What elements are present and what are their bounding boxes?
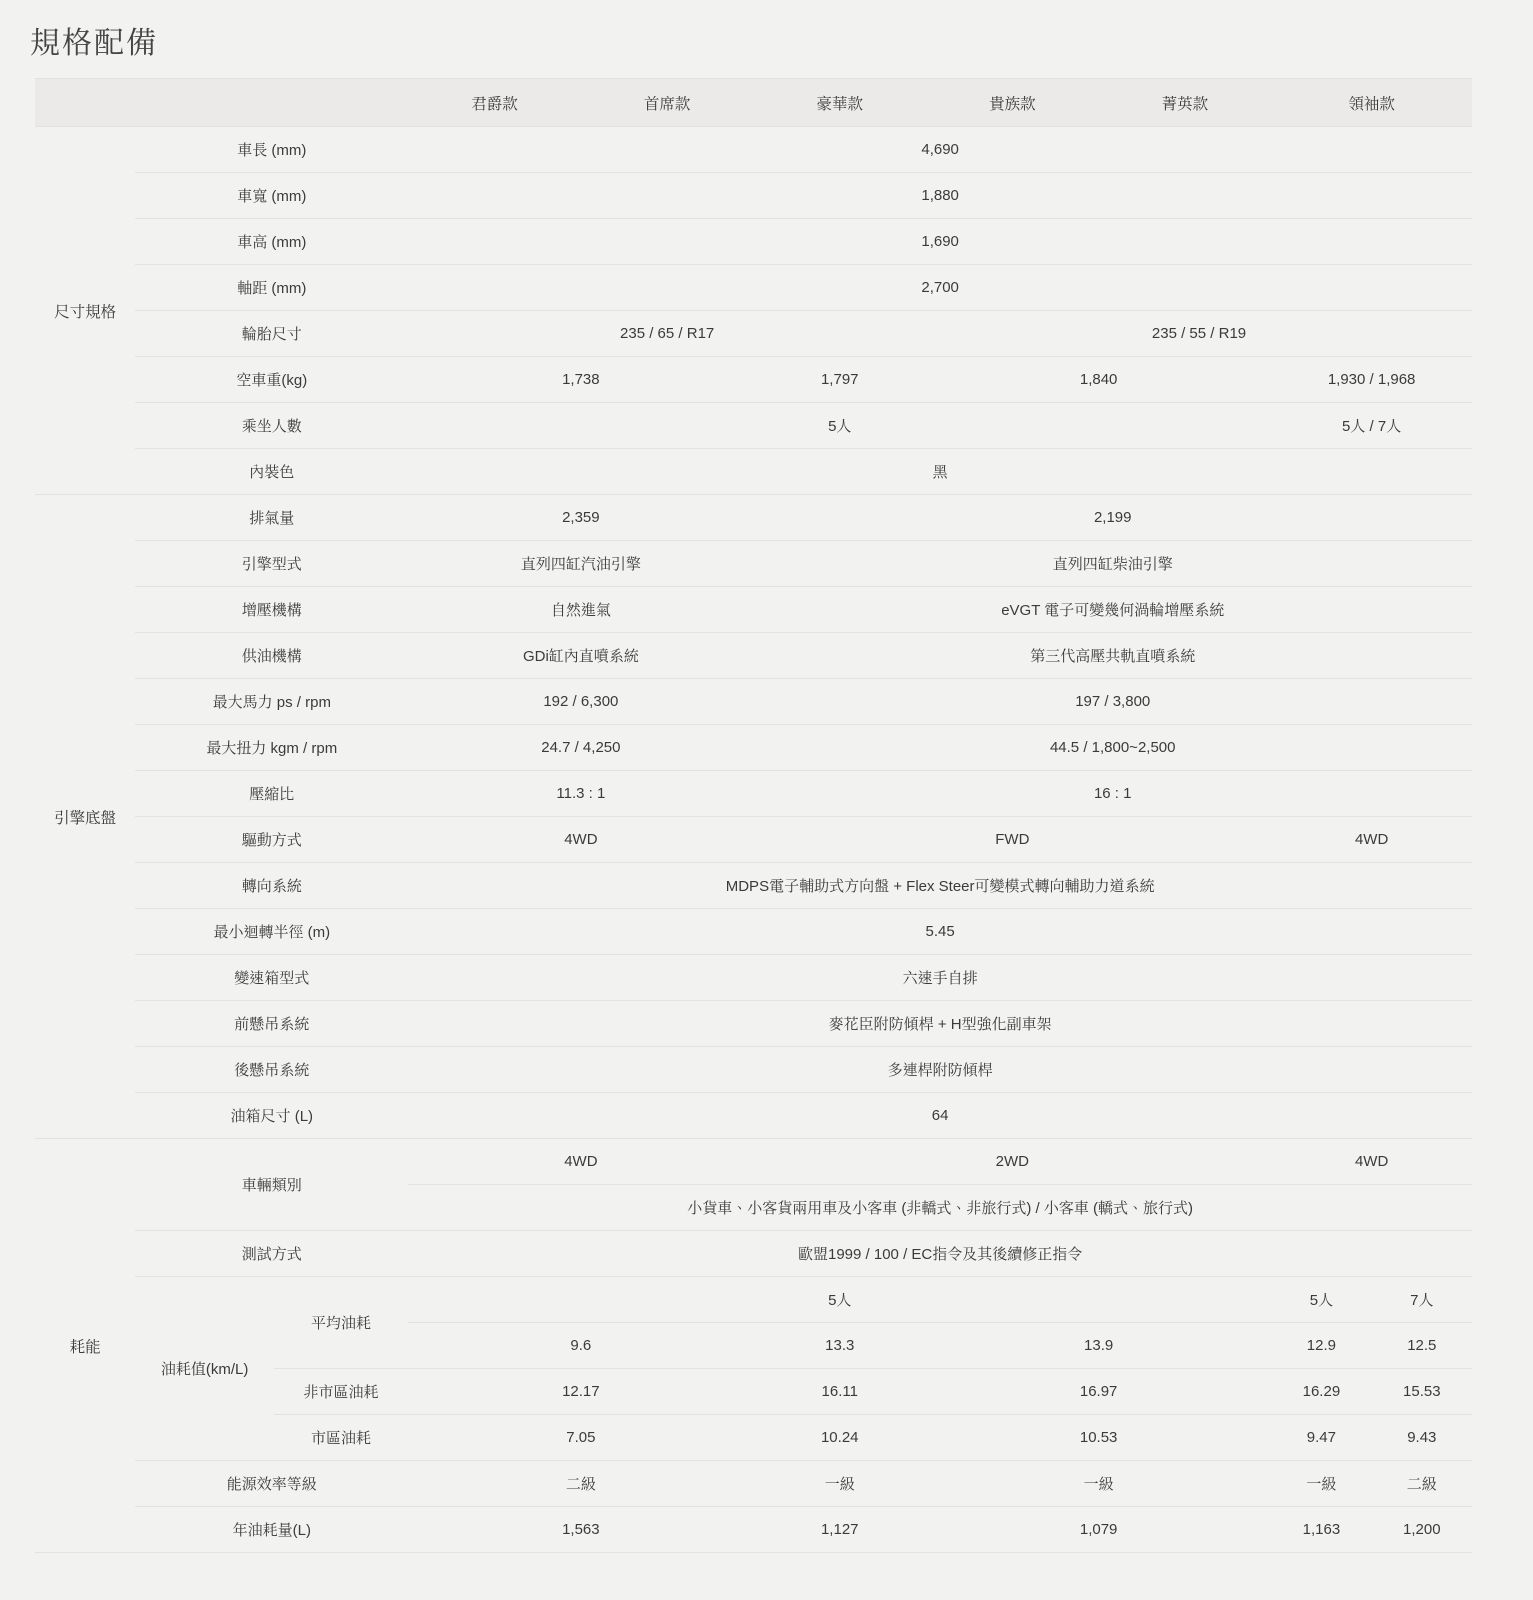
- row-label-width: 車寬 (mm): [135, 173, 408, 219]
- value-avgfuel-2: 13.3: [753, 1323, 926, 1369]
- table-row: [35, 127, 1472, 173]
- row-group-label-fuel: 油耗值(km/L): [135, 1277, 273, 1461]
- value-boost-1: 自然進氣: [408, 587, 753, 633]
- table-row: [35, 219, 1472, 265]
- value-rearsusp: 多連桿附防傾桿: [408, 1047, 1472, 1093]
- table-row: [35, 541, 1472, 587]
- table-row: [35, 1047, 1472, 1093]
- value-energygrade-3: 一級: [926, 1461, 1271, 1507]
- table-row: [35, 725, 1472, 771]
- row-label-rearsusp: 後懸吊系統: [135, 1047, 408, 1093]
- value-height: 1,690: [408, 219, 1472, 265]
- page-title: 規格配備: [30, 27, 158, 60]
- value-displacement-1: 2,359: [408, 495, 753, 541]
- value-vehicleclass-drive-2: 2WD: [753, 1139, 1271, 1185]
- value-annualfuel-4: 1,163: [1271, 1507, 1371, 1553]
- row-label-tire: 輪胎尺寸: [135, 311, 408, 357]
- row-label-boost: 增壓機構: [135, 587, 408, 633]
- value-cityfuel-1: 7.05: [408, 1415, 753, 1461]
- value-cityfuel-3: 10.53: [926, 1415, 1271, 1461]
- table-row: [35, 633, 1472, 679]
- value-highwayfuel-2: 16.11: [753, 1369, 926, 1415]
- value-wheelbase: 2,700: [408, 265, 1472, 311]
- value-compression-2: 16 : 1: [753, 771, 1472, 817]
- table-row: [35, 1093, 1472, 1139]
- table-row: [35, 587, 1472, 633]
- row-label-tank: 油箱尺寸 (L): [135, 1093, 408, 1139]
- value-testmethod: 歐盟1999 / 100 / EC指令及其後續修正指令: [408, 1231, 1472, 1277]
- table-row: [35, 1231, 1472, 1277]
- value-cityfuel-2: 10.24: [753, 1415, 926, 1461]
- value-cityfuel-5: 9.43: [1372, 1415, 1472, 1461]
- table-row: [35, 955, 1472, 1001]
- column-header-trim-1: 君爵款: [408, 79, 581, 127]
- value-vehicleclass-drive-1: 4WD: [408, 1139, 753, 1185]
- table-row: [35, 265, 1472, 311]
- table-row: [35, 357, 1472, 403]
- value-tire-2: 235 / 55 / R19: [926, 311, 1472, 357]
- value-enginetype-1: 直列四缸汽油引擎: [408, 541, 753, 587]
- row-label-compression: 壓縮比: [135, 771, 408, 817]
- row-label-height: 車高 (mm): [135, 219, 408, 265]
- value-transmission: 六速手自排: [408, 955, 1472, 1001]
- row-label-fuelsystem: 供油機構: [135, 633, 408, 679]
- table-row: [35, 1277, 1472, 1323]
- value-highwayfuel-3: 16.97: [926, 1369, 1271, 1415]
- column-header-trim-5: 菁英款: [1099, 79, 1272, 127]
- table-row: [35, 817, 1472, 863]
- category-engine: 引擎底盤: [35, 495, 135, 1139]
- table-row: [35, 1001, 1472, 1047]
- value-avgfuel-1: 9.6: [408, 1323, 753, 1369]
- value-seats-2: 5人 / 7人: [1271, 403, 1472, 449]
- table-row: [35, 449, 1472, 495]
- table-row: [35, 1461, 1472, 1507]
- row-label-wheelbase: 軸距 (mm): [135, 265, 408, 311]
- row-label-drive: 驅動方式: [135, 817, 408, 863]
- value-torque-1: 24.7 / 4,250: [408, 725, 753, 771]
- value-avgfuel-4: 12.9: [1271, 1323, 1371, 1369]
- value-enginetype-2: 直列四缸柴油引擎: [753, 541, 1472, 587]
- value-highwayfuel-1: 12.17: [408, 1369, 753, 1415]
- value-energygrade-2: 一級: [753, 1461, 926, 1507]
- row-label-seats: 乘坐人數: [135, 403, 408, 449]
- value-drive-1: 4WD: [408, 817, 753, 863]
- value-curbweight-3: 1,840: [926, 357, 1271, 403]
- value-annualfuel-1: 1,563: [408, 1507, 753, 1553]
- value-displacement-2: 2,199: [753, 495, 1472, 541]
- row-label-interior: 內裝色: [135, 449, 408, 495]
- row-label-energygrade: 能源效率等級: [135, 1461, 408, 1507]
- row-label-enginetype: 引擎型式: [135, 541, 408, 587]
- table-row: [35, 1139, 1472, 1185]
- column-header-trim-2: 首席款: [581, 79, 754, 127]
- row-label-testmethod: 測試方式: [135, 1231, 408, 1277]
- value-fuelsystem-1: GDi缸內直噴系統: [408, 633, 753, 679]
- table-row: [35, 909, 1472, 955]
- value-energygrade-5: 二級: [1372, 1461, 1472, 1507]
- row-label-highwayfuel: 非市區油耗: [274, 1369, 408, 1415]
- row-label-annualfuel: 年油耗量(L): [135, 1507, 408, 1553]
- value-seatsrow-1: 5人: [408, 1277, 1271, 1323]
- specification-table: [35, 78, 1472, 1553]
- category-dimensions: 尺寸規格: [35, 127, 135, 495]
- column-header-trim-3: 豪華款: [753, 79, 926, 127]
- value-length: 4,690: [408, 127, 1472, 173]
- header-corner: [35, 79, 408, 127]
- value-seatsrow-3: 7人: [1372, 1277, 1472, 1323]
- value-curbweight-1: 1,738: [408, 357, 753, 403]
- row-label-displacement: 排氣量: [135, 495, 408, 541]
- row-label-transmission: 變速箱型式: [135, 955, 408, 1001]
- value-turning: 5.45: [408, 909, 1472, 955]
- value-avgfuel-3: 13.9: [926, 1323, 1271, 1369]
- value-torque-2: 44.5 / 1,800~2,500: [753, 725, 1472, 771]
- table-row: [35, 173, 1472, 219]
- value-vehicleclass-note: 小貨車、小客貨兩用車及小客車 (非轎式、非旅行式) / 小客車 (轎式、旅行式): [408, 1185, 1472, 1231]
- row-label-power: 最大馬力 ps / rpm: [135, 679, 408, 725]
- value-highwayfuel-4: 16.29: [1271, 1369, 1371, 1415]
- table-header: [35, 79, 1472, 127]
- category-economy: 耗能: [35, 1139, 135, 1553]
- value-boost-2: eVGT 電子可變幾何渦輪增壓系統: [753, 587, 1472, 633]
- table-row: [35, 863, 1472, 909]
- table-row: [35, 679, 1472, 725]
- row-label-turning: 最小迴轉半徑 (m): [135, 909, 408, 955]
- value-power-1: 192 / 6,300: [408, 679, 753, 725]
- value-vehicleclass-drive-3: 4WD: [1271, 1139, 1472, 1185]
- value-annualfuel-2: 1,127: [753, 1507, 926, 1553]
- value-steering: MDPS電子輔助式方向盤 + Flex Steer可變模式轉向輔助力道系統: [408, 863, 1472, 909]
- row-label-steering: 轉向系統: [135, 863, 408, 909]
- table-row: [35, 311, 1472, 357]
- value-frontsusp: 麥花臣附防傾桿 + H型強化副車架: [408, 1001, 1472, 1047]
- value-avgfuel-5: 12.5: [1372, 1323, 1472, 1369]
- value-tire-1: 235 / 65 / R17: [408, 311, 926, 357]
- row-label-frontsusp: 前懸吊系統: [135, 1001, 408, 1047]
- row-label-torque: 最大扭力 kgm / rpm: [135, 725, 408, 771]
- value-power-2: 197 / 3,800: [753, 679, 1472, 725]
- value-drive-2: FWD: [753, 817, 1271, 863]
- table-row: [35, 495, 1472, 541]
- value-width: 1,880: [408, 173, 1472, 219]
- table-row: [35, 403, 1472, 449]
- row-label-vehicleclass: 車輛類別: [135, 1139, 408, 1231]
- value-fuelsystem-2: 第三代高壓共軌直噴系統: [753, 633, 1472, 679]
- value-interior: 黑: [408, 449, 1472, 495]
- column-header-trim-6: 領袖款: [1271, 79, 1472, 127]
- value-energygrade-4: 一級: [1271, 1461, 1371, 1507]
- row-label-cityfuel: 市區油耗: [274, 1415, 408, 1461]
- value-energygrade-1: 二級: [408, 1461, 753, 1507]
- value-highwayfuel-5: 15.53: [1372, 1369, 1472, 1415]
- table-row: [35, 771, 1472, 817]
- value-curbweight-4: 1,930 / 1,968: [1271, 357, 1472, 403]
- value-seats-1: 5人: [408, 403, 1271, 449]
- value-annualfuel-5: 1,200: [1372, 1507, 1472, 1553]
- value-tank: 64: [408, 1093, 1472, 1139]
- value-compression-1: 11.3 : 1: [408, 771, 753, 817]
- value-curbweight-2: 1,797: [753, 357, 926, 403]
- value-annualfuel-3: 1,079: [926, 1507, 1271, 1553]
- value-cityfuel-4: 9.47: [1271, 1415, 1371, 1461]
- row-label-curbweight: 空車重(kg): [135, 357, 408, 403]
- value-seatsrow-2: 5人: [1271, 1277, 1371, 1323]
- row-label-avgfuel: 平均油耗: [274, 1277, 408, 1369]
- column-header-trim-4: 貴族款: [926, 79, 1099, 127]
- table-row: [35, 1507, 1472, 1553]
- value-drive-3: 4WD: [1271, 817, 1472, 863]
- row-label-length: 車長 (mm): [135, 127, 408, 173]
